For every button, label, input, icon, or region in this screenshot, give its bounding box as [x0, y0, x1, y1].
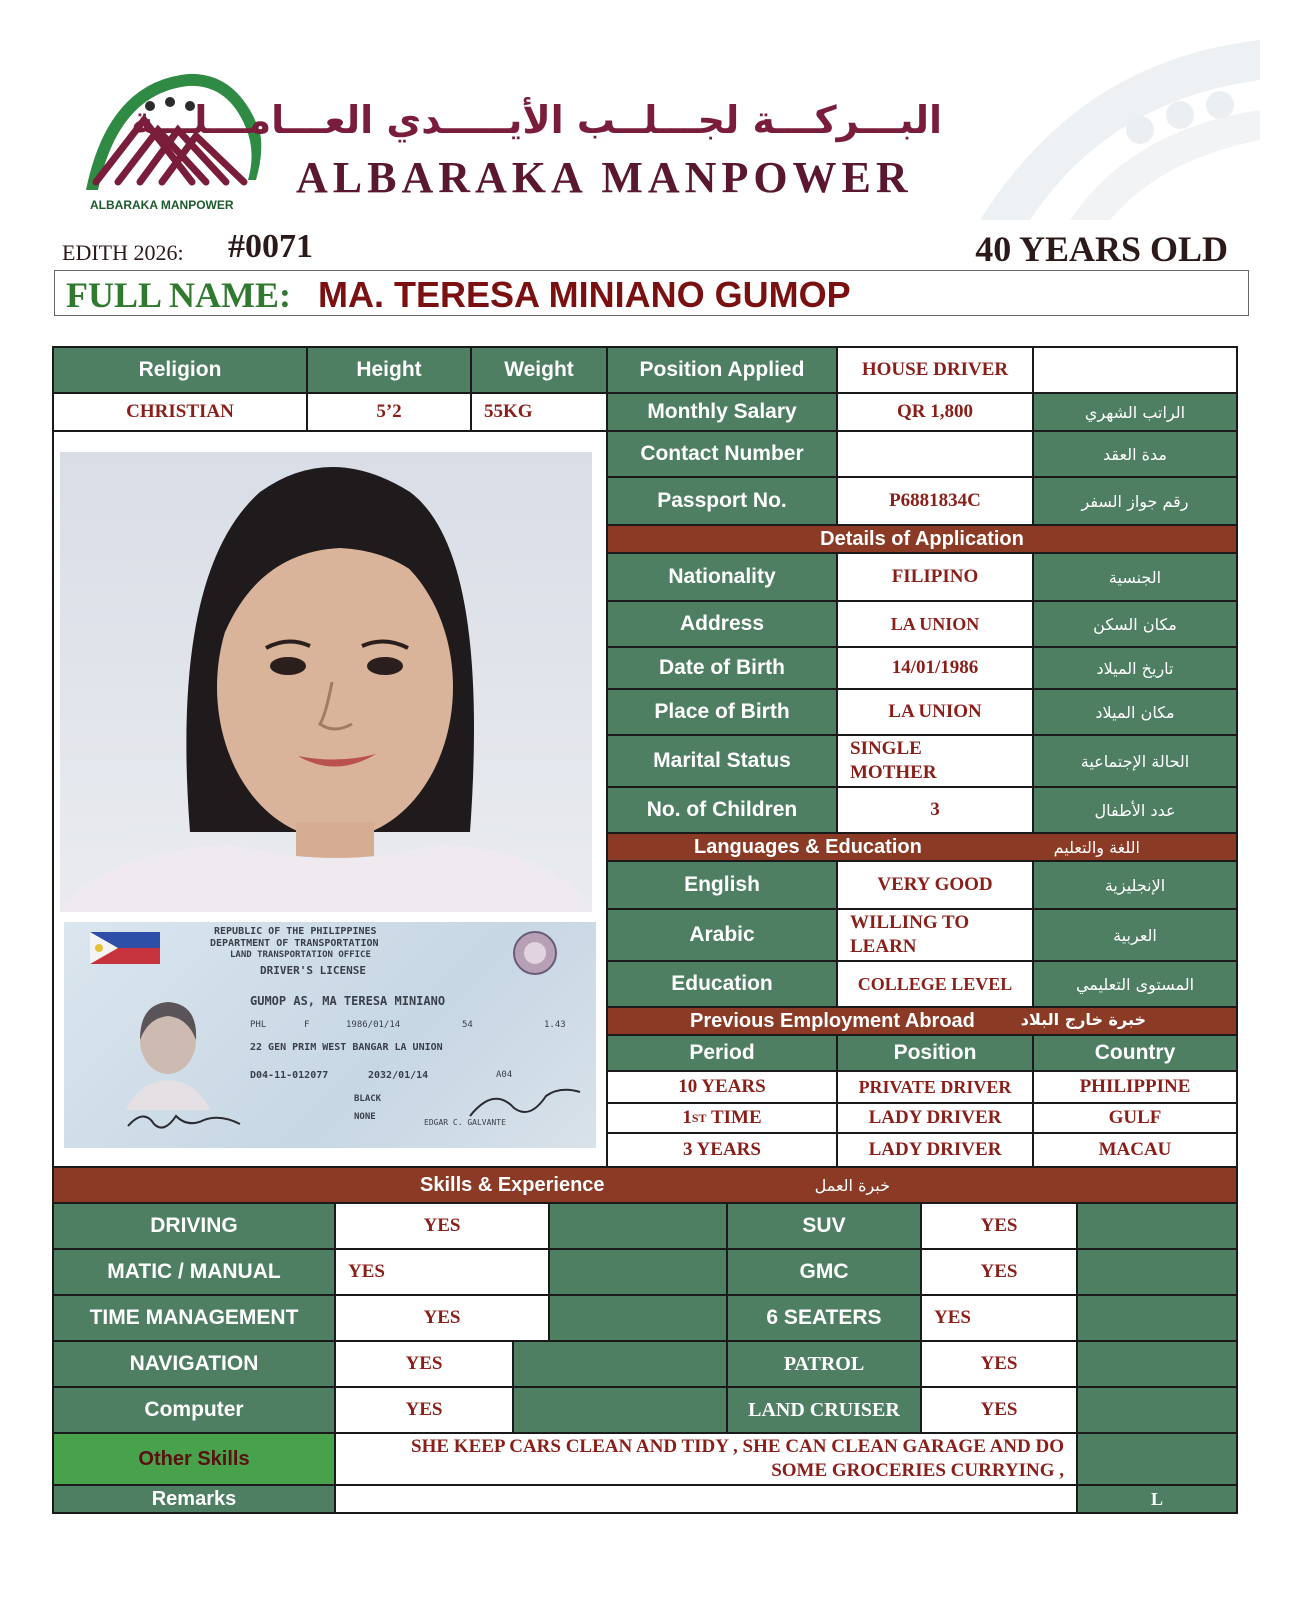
skill-value: YES: [336, 1388, 514, 1434]
employment-header: Previous Employment Abroad: [690, 1010, 975, 1032]
license-weight: 54: [462, 1020, 473, 1030]
license-agency: A04: [496, 1070, 513, 1080]
official-signature: [464, 1082, 584, 1122]
skill-label-2: SUV: [728, 1204, 922, 1250]
watermark-graphic: [960, 20, 1280, 230]
company-arabic-name: البـــركـــة لجـــلــب الأيـــــدي العـــامـــلـــة: [131, 98, 942, 142]
contact-label: Contact Number: [608, 432, 838, 478]
lto-seal-icon: [512, 930, 558, 976]
nationality-arabic: الجنسية: [1034, 554, 1236, 602]
license-line2: DEPARTMENT OF TRANSPORTATION: [210, 938, 379, 949]
skill-label: NAVIGATION: [54, 1342, 336, 1388]
passport-value: P6881834C: [838, 478, 1034, 526]
passport-label: Passport No.: [608, 478, 838, 526]
arabic-arabic: العربية: [1034, 910, 1236, 962]
children-arabic: عدد الأطفال: [1034, 788, 1236, 834]
position-value: HOUSE DRIVER: [838, 348, 1034, 394]
skill-blank-2: [1078, 1296, 1236, 1342]
weight-value: 55KG: [472, 394, 608, 432]
english-arabic: الإنجليزية: [1034, 862, 1236, 910]
emp-row3-country: MACAU: [1034, 1134, 1236, 1166]
dob-label: Date of Birth: [608, 648, 838, 690]
license-line3: LAND TRANSPORTATION OFFICE: [230, 950, 371, 960]
position-label: Position Applied: [608, 348, 838, 394]
arabic-value: WILLING TO LEARN: [838, 910, 1034, 962]
license-height: 1.43: [544, 1020, 566, 1030]
education-label: Education: [608, 962, 838, 1008]
emp-col-position: Position: [838, 1036, 1034, 1072]
skill-blank: [514, 1388, 728, 1434]
emp-col-period: Period: [608, 1036, 838, 1072]
skill-label: Computer: [54, 1388, 336, 1434]
arabic-label: Arabic: [608, 910, 838, 962]
skill-blank: [550, 1296, 728, 1342]
philippine-flag-icon: [90, 932, 160, 964]
license-restriction: NONE: [354, 1112, 376, 1122]
languages-header: Languages & Education: [694, 836, 922, 858]
license-expiry: 2032/01/14: [368, 1070, 429, 1081]
emp-row2-period-rest: TIME: [706, 1107, 762, 1128]
license-line1: REPUBLIC OF THE PHILIPPINES: [214, 926, 377, 937]
skill-blank-2: [1078, 1388, 1236, 1434]
skill-value-2: YES: [922, 1388, 1078, 1434]
nationality-label: Nationality: [608, 554, 838, 602]
ref-label: EDITH 2026:: [62, 240, 184, 265]
skill-blank-2: [1078, 1250, 1236, 1296]
emp-row2-country: GULF: [1034, 1104, 1236, 1134]
column-divider: [606, 432, 608, 1166]
salary-arabic: الراتب الشهري: [1034, 394, 1236, 432]
license-address: 22 GEN PRIM WEST BANGAR LA UNION: [250, 1042, 443, 1053]
skill-label: DRIVING: [54, 1204, 336, 1250]
dob-value: 14/01/1986: [838, 648, 1034, 690]
employment-header-arabic: خبرة خارج البلاد: [1020, 1010, 1146, 1029]
other-skills-value: SHE KEEP CARS CLEAN AND TIDY , SHE CAN CLEAN GARAGE AND DO SOME GROCERIES CURRYING ,: [336, 1434, 1078, 1486]
skill-value-2: YES: [922, 1296, 1078, 1342]
emp-row1-period: 10 YEARS: [608, 1072, 838, 1104]
address-arabic: مكان السكن: [1034, 602, 1236, 648]
emp-row2-position: LADY DRIVER: [838, 1104, 1034, 1134]
marital-label: Marital Status: [608, 736, 838, 788]
skills-header-bar: [54, 1166, 1236, 1204]
remarks-label: Remarks: [54, 1486, 336, 1512]
skill-label: TIME MANAGEMENT: [54, 1296, 336, 1342]
remarks-end: L: [1078, 1486, 1236, 1512]
children-label: No. of Children: [608, 788, 838, 834]
english-label: English: [608, 862, 838, 910]
passport-arabic: رقم جواز السفر: [1034, 478, 1236, 526]
pob-label: Place of Birth: [608, 690, 838, 736]
address-value: LA UNION: [838, 602, 1034, 648]
skill-value-2: YES: [922, 1204, 1078, 1250]
skills-header: Skills & Experience: [420, 1174, 605, 1196]
children-value: 3: [838, 788, 1034, 834]
skill-label-2: GMC: [728, 1250, 922, 1296]
skill-blank-2: [1078, 1204, 1236, 1250]
skill-value: YES: [336, 1296, 550, 1342]
license-signatory: EDGAR C. GALVANTE: [424, 1118, 506, 1127]
nationality-value: FILIPINO: [838, 554, 1034, 602]
license-name: GUMOP AS, MA TERESA MINIANO: [250, 994, 446, 1008]
skill-label-2: PATROL: [728, 1342, 922, 1388]
emp-row1-country: PHILIPPINE: [1034, 1072, 1236, 1104]
emp-row1-position: PRIVATE DRIVER: [838, 1072, 1034, 1104]
skill-value-2: YES: [922, 1250, 1078, 1296]
height-label: Height: [308, 348, 472, 394]
contact-arabic: مدة العقد: [1034, 432, 1236, 478]
logo-caption: ALBARAKA MANPOWER: [90, 198, 234, 212]
license-eye-color: BLACK: [354, 1094, 382, 1104]
marital-value: SINGLE MOTHER: [838, 736, 1034, 788]
education-value: COLLEGE LEVEL: [838, 962, 1034, 1008]
height-value: 5’2: [308, 394, 472, 432]
salary-label: Monthly Salary: [608, 394, 838, 432]
drivers-license-image: [64, 922, 596, 1148]
skill-label-2: LAND CRUISER: [728, 1388, 922, 1434]
emp-col-country: Country: [1034, 1036, 1236, 1072]
skills-header-arabic: خبرة العمل: [814, 1176, 890, 1195]
contact-value: [838, 432, 1034, 478]
pob-arabic: مكان الميلاد: [1034, 690, 1236, 736]
details-header: Details of Application: [608, 526, 1236, 554]
license-dob: 1986/01/14: [346, 1020, 401, 1030]
position-blank: [1034, 348, 1236, 394]
license-nat: PHL: [250, 1020, 267, 1030]
fullname-value: MA. TERESA MINIANO GUMOP: [318, 274, 851, 315]
other-skills-blank: [1078, 1434, 1236, 1486]
languages-header-arabic: اللغة والتعليم: [1053, 838, 1140, 857]
fullname-label: FULL NAME:: [66, 275, 291, 315]
skill-blank: [550, 1204, 728, 1250]
license-sex: F: [304, 1020, 310, 1030]
weight-label: Weight: [472, 348, 608, 394]
emp-row3-period: 3 YEARS: [608, 1134, 838, 1166]
company-name: ALBARAKA MANPOWER: [296, 153, 913, 202]
license-face: [118, 990, 218, 1110]
skill-label: MATIC / MANUAL: [54, 1250, 336, 1296]
emp-row3-position: LADY DRIVER: [838, 1134, 1034, 1166]
religion-label: Religion: [54, 348, 308, 394]
license-number: D04-11-012077: [250, 1070, 329, 1081]
skill-blank: [514, 1342, 728, 1388]
marital-arabic: الحالة الإجتماعية: [1034, 736, 1236, 788]
skill-value: YES: [336, 1204, 550, 1250]
emp-row2-period-sup: ST: [691, 1110, 707, 1125]
english-value: VERY GOOD: [838, 862, 1034, 910]
education-arabic: المستوى التعليمي: [1034, 962, 1236, 1008]
pob-value: LA UNION: [838, 690, 1034, 736]
skill-value: YES: [336, 1342, 514, 1388]
skill-value: YES: [336, 1250, 550, 1296]
age-text: 40 YEARS OLD: [975, 229, 1228, 269]
skill-label-2: 6 SEATERS: [728, 1296, 922, 1342]
applicant-photo: [60, 452, 592, 912]
skill-blank-2: [1078, 1342, 1236, 1388]
remarks-value: [336, 1486, 1078, 1512]
salary-value: QR 1,800: [838, 394, 1034, 432]
address-label: Address: [608, 602, 838, 648]
skill-value-2: YES: [922, 1342, 1078, 1388]
license-signature: [124, 1106, 244, 1136]
skill-blank: [550, 1250, 728, 1296]
license-title: DRIVER'S LICENSE: [260, 964, 366, 977]
emp-row2-period-num: 1: [682, 1107, 692, 1128]
other-skills-label: Other Skills: [54, 1434, 336, 1486]
dob-arabic: تاريخ الميلاد: [1034, 648, 1236, 690]
emp-row2-period: [608, 1104, 838, 1134]
religion-value: CHRISTIAN: [54, 394, 308, 432]
ref-number: #0071: [228, 228, 313, 265]
